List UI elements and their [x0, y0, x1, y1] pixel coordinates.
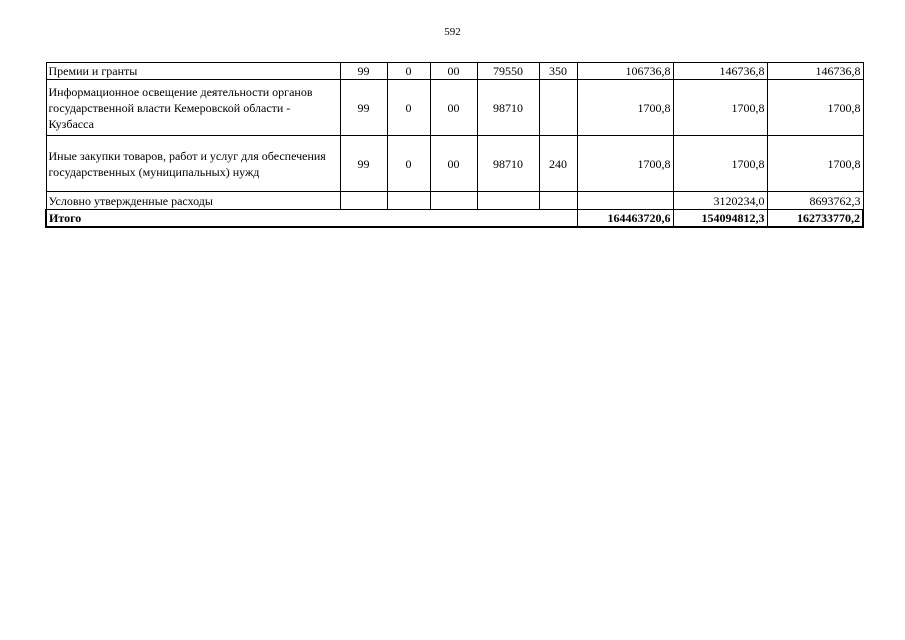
- direction-code: [477, 192, 539, 210]
- direction-code: 98710: [477, 80, 539, 136]
- page-number: 592: [444, 26, 461, 38]
- amount-year-3: 146736,8: [767, 63, 863, 80]
- total-row: [46, 210, 863, 228]
- amount-year-2: 3120234,0: [673, 192, 767, 210]
- expense-type-code: [539, 80, 577, 136]
- row-name: Иные закупки товаров, работ и услуг для обеспечения государственных (муниципальных) нужд: [46, 136, 340, 192]
- amount-year-3: 8693762,3: [767, 192, 863, 210]
- direction-code: 98710: [477, 136, 539, 192]
- subprogram-code: 0: [387, 136, 430, 192]
- main-activity-code: 00: [430, 63, 477, 80]
- expense-type-code: 350: [539, 63, 577, 80]
- amount-year-2: 146736,8: [673, 63, 767, 80]
- amount-year-1: 1700,8: [577, 80, 673, 136]
- subprogram-code: 0: [387, 80, 430, 136]
- table-row: [46, 63, 863, 80]
- amount-year-3: 1700,8: [767, 136, 863, 192]
- program-code: 99: [340, 136, 387, 192]
- table-row: [46, 80, 863, 136]
- amount-year-1: [577, 192, 673, 210]
- table-row: [46, 136, 863, 192]
- row-name: Условно утвержденные расходы: [46, 192, 340, 210]
- amount-year-1: 1700,8: [577, 136, 673, 192]
- program-code: [340, 192, 387, 210]
- total-year-1: 164463720,6: [577, 210, 673, 228]
- row-name: Премии и гранты: [46, 63, 340, 80]
- expense-type-code: [539, 192, 577, 210]
- amount-year-2: 1700,8: [673, 80, 767, 136]
- amount-year-1: 106736,8: [577, 63, 673, 80]
- subprogram-code: 0: [387, 63, 430, 80]
- budget-table: [45, 62, 864, 228]
- program-code: 99: [340, 80, 387, 136]
- main-activity-code: 00: [430, 80, 477, 136]
- program-code: 99: [340, 63, 387, 80]
- direction-code: 79550: [477, 63, 539, 80]
- expense-type-code: 240: [539, 136, 577, 192]
- row-name: Информационное освещение деятельности органов государственной власти Кемеровской области - Кузбасса: [46, 80, 340, 136]
- main-activity-code: [430, 192, 477, 210]
- main-activity-code: 00: [430, 136, 477, 192]
- total-year-2: 154094812,3: [673, 210, 767, 228]
- subprogram-code: [387, 192, 430, 210]
- amount-year-2: 1700,8: [673, 136, 767, 192]
- table-row: [46, 192, 863, 210]
- total-year-3: 162733770,2: [767, 210, 863, 228]
- total-label: Итого: [46, 210, 577, 228]
- amount-year-3: 1700,8: [767, 80, 863, 136]
